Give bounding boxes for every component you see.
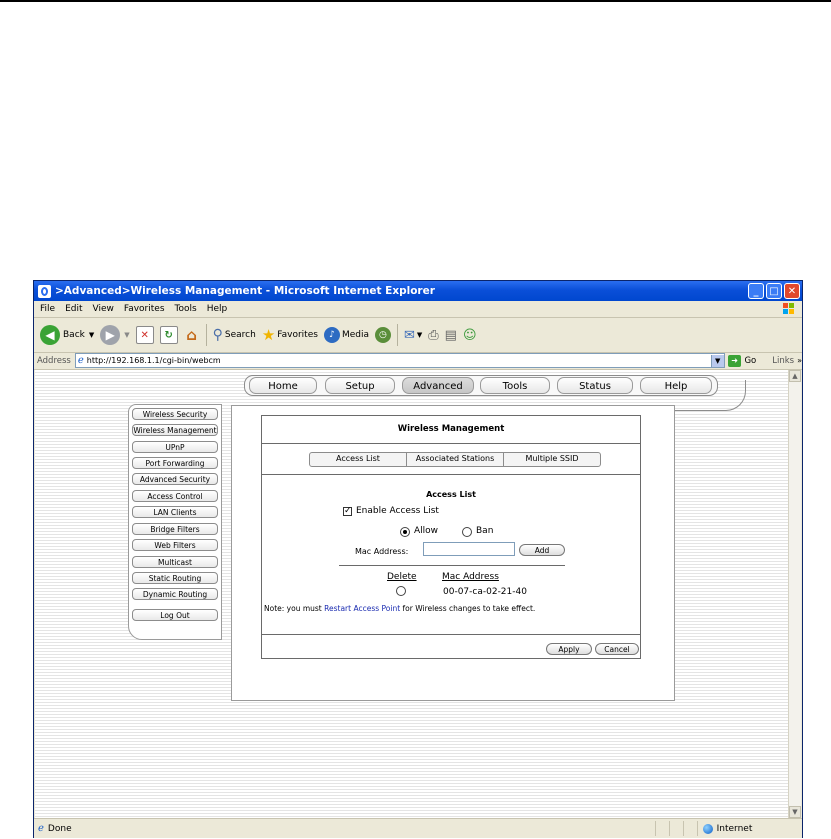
tab-tools[interactable]: Tools bbox=[480, 377, 550, 394]
sidebar-item-wireless-security[interactable]: Wireless Security bbox=[132, 408, 218, 420]
ban-label: Ban bbox=[476, 526, 494, 536]
address-url: http://192.168.1.1/cgi-bin/webcm bbox=[86, 356, 221, 365]
sidebar-item-access-control[interactable]: Access Control bbox=[132, 490, 218, 502]
go-button[interactable]: Go bbox=[744, 355, 757, 366]
ie-icon bbox=[38, 285, 51, 298]
maximize-button[interactable]: □ bbox=[766, 283, 782, 299]
status-divider bbox=[683, 821, 684, 836]
section-title: Access List bbox=[426, 490, 476, 499]
note-suffix: for Wireless changes to take effect. bbox=[400, 604, 536, 613]
subtab-bar bbox=[309, 452, 601, 467]
status-text: Done bbox=[47, 823, 72, 834]
media-icon: ♪ bbox=[324, 327, 340, 343]
sidebar-item-dynamic-routing[interactable]: Dynamic Routing bbox=[132, 588, 218, 600]
history-icon: ◷ bbox=[375, 327, 391, 343]
status-page-icon: ℯ bbox=[38, 823, 44, 834]
content-frame bbox=[231, 405, 675, 701]
menu-view[interactable]: View bbox=[92, 304, 114, 314]
home-button[interactable] bbox=[184, 327, 200, 343]
zone-cell bbox=[697, 821, 798, 836]
mail-dropdown-icon[interactable]: ▼ bbox=[416, 331, 423, 339]
go-arrow-icon[interactable]: ➜ bbox=[728, 355, 742, 367]
tab-setup[interactable]: Setup bbox=[325, 377, 395, 394]
title-bar bbox=[34, 281, 802, 301]
scroll-up-icon[interactable]: ▲ bbox=[789, 370, 801, 382]
close-button[interactable]: ✕ bbox=[784, 283, 800, 299]
enable-access-list-checkbox[interactable]: ✓ bbox=[344, 506, 352, 516]
menu-tools[interactable]: Tools bbox=[174, 304, 197, 314]
scroll-down-icon[interactable]: ▼ bbox=[789, 806, 801, 818]
mac-address-column-header: Mac Address bbox=[442, 572, 499, 582]
page-icon: ℯ bbox=[77, 355, 84, 366]
sidebar-item-wireless-management[interactable]: Wireless Management bbox=[133, 426, 217, 435]
status-divider bbox=[655, 821, 656, 836]
zone-label: Internet bbox=[716, 823, 753, 834]
back-label: Back bbox=[63, 330, 85, 340]
back-arrow-icon: ◀ bbox=[40, 325, 60, 345]
enable-access-list-label: Enable Access List bbox=[356, 506, 439, 516]
stop-icon: ✕ bbox=[136, 326, 154, 344]
back-dropdown-icon[interactable]: ▼ bbox=[88, 331, 95, 339]
sidebar-item-web-filters[interactable]: Web Filters bbox=[132, 539, 218, 551]
globe-icon bbox=[703, 824, 713, 834]
toolbar-separator bbox=[397, 324, 398, 346]
allow-label: Allow bbox=[414, 526, 439, 536]
refresh-icon: ↻ bbox=[160, 326, 178, 344]
forward-button[interactable] bbox=[100, 325, 129, 345]
section-divider bbox=[262, 474, 640, 475]
subtab-associated-stations[interactable]: Associated Stations bbox=[407, 453, 504, 466]
windows-flag-icon bbox=[782, 302, 796, 316]
history-button[interactable] bbox=[375, 327, 391, 343]
sidebar-item-bridge-filters[interactable]: Bridge Filters bbox=[132, 523, 218, 535]
window-controls bbox=[748, 283, 800, 299]
minimize-button[interactable]: _ bbox=[748, 283, 764, 299]
mail-button[interactable] bbox=[404, 328, 422, 343]
sidebar-item-advanced-security[interactable]: Advanced Security bbox=[132, 473, 218, 485]
subtab-multiple-ssid[interactable]: Multiple SSID bbox=[525, 454, 579, 463]
stop-button[interactable] bbox=[136, 326, 154, 344]
toolbar-separator bbox=[206, 324, 207, 346]
sidebar-item-lan-clients[interactable]: LAN Clients bbox=[132, 506, 218, 518]
browser-window bbox=[33, 280, 803, 838]
sidebar-item-log-out[interactable]: Log Out bbox=[132, 609, 218, 621]
restart-note bbox=[264, 604, 535, 613]
home-icon: ⌂ bbox=[186, 326, 198, 344]
tab-advanced[interactable]: Advanced bbox=[402, 377, 474, 394]
advanced-sidebar bbox=[128, 404, 222, 640]
forward-arrow-icon: ▶ bbox=[100, 325, 120, 345]
address-dropdown-icon[interactable]: ▼ bbox=[711, 355, 724, 367]
address-input[interactable] bbox=[75, 353, 725, 368]
page-viewport bbox=[35, 370, 790, 818]
mac-address-input[interactable] bbox=[423, 542, 515, 556]
restart-access-point-link[interactable]: Restart Access Point bbox=[324, 604, 401, 613]
print-icon: ⎙ bbox=[428, 327, 439, 343]
search-icon: ⚲ bbox=[212, 327, 223, 343]
refresh-button[interactable] bbox=[160, 326, 178, 344]
standard-toolbar bbox=[34, 318, 802, 353]
page-top-rule bbox=[0, 0, 831, 2]
star-icon: ★ bbox=[261, 326, 276, 344]
delete-entry-radio[interactable] bbox=[396, 586, 406, 596]
menu-file[interactable]: File bbox=[40, 304, 56, 314]
menu-favorites[interactable]: Favorites bbox=[123, 304, 165, 314]
subtab-access-list[interactable]: Access List bbox=[310, 453, 407, 466]
delete-column-header: Delete bbox=[387, 572, 417, 582]
mac-address-label: Mac Address: bbox=[355, 547, 409, 556]
allow-radio[interactable] bbox=[400, 527, 410, 537]
footer-divider bbox=[262, 634, 640, 635]
favorites-label: Favorites bbox=[277, 330, 318, 340]
links-chevron-icon[interactable]: » bbox=[797, 356, 802, 365]
sidebar-item-port-forwarding[interactable]: Port Forwarding bbox=[132, 457, 218, 469]
mail-icon: ✉ bbox=[403, 327, 415, 343]
messenger-icon: ☺ bbox=[462, 327, 477, 343]
links-button[interactable]: Links bbox=[772, 355, 795, 366]
apply-button[interactable]: Apply bbox=[546, 643, 592, 655]
vertical-scrollbar[interactable] bbox=[788, 370, 801, 818]
tab-help[interactable]: Help bbox=[640, 377, 712, 394]
sidebar-item-upnp[interactable]: UPnP bbox=[132, 441, 218, 453]
mac-divider bbox=[339, 565, 565, 566]
window-title: >Advanced>Wireless Management - Microsoft Internet Explorer bbox=[55, 285, 435, 297]
media-button[interactable] bbox=[324, 327, 369, 343]
cancel-button[interactable]: Cancel bbox=[595, 643, 639, 655]
note-prefix: Note: you must bbox=[264, 604, 325, 613]
messenger-button[interactable] bbox=[463, 328, 477, 343]
search-label: Search bbox=[224, 330, 256, 340]
status-divider bbox=[669, 821, 670, 836]
address-label: Address bbox=[37, 355, 71, 366]
address-bar bbox=[34, 352, 802, 370]
menu-bar bbox=[34, 301, 802, 318]
wireless-management-panel bbox=[261, 415, 641, 659]
favorites-button[interactable] bbox=[262, 326, 318, 344]
media-label: Media bbox=[341, 330, 369, 340]
search-button[interactable] bbox=[213, 327, 256, 343]
sidebar-item-static-routing[interactable]: Static Routing bbox=[132, 572, 218, 584]
add-button[interactable]: Add bbox=[519, 544, 565, 556]
back-button[interactable] bbox=[40, 325, 94, 345]
mac-entry: 00-07-ca-02-21-40 bbox=[443, 587, 527, 597]
tab-status[interactable]: Status bbox=[557, 377, 633, 394]
ban-radio[interactable] bbox=[462, 527, 472, 537]
forward-dropdown-icon[interactable]: ▼ bbox=[124, 331, 130, 339]
menu-edit[interactable]: Edit bbox=[65, 304, 83, 314]
main-nav bbox=[244, 375, 718, 396]
edit-page-icon: ▤ bbox=[444, 327, 457, 343]
print-button[interactable] bbox=[428, 328, 438, 343]
sidebar-item-multicast[interactable]: Multicast bbox=[132, 556, 218, 568]
tab-home[interactable]: Home bbox=[249, 377, 317, 394]
panel-title: Wireless Management bbox=[262, 416, 640, 444]
menu-help[interactable]: Help bbox=[206, 304, 228, 314]
status-bar bbox=[34, 818, 802, 838]
edit-button[interactable] bbox=[445, 328, 457, 343]
